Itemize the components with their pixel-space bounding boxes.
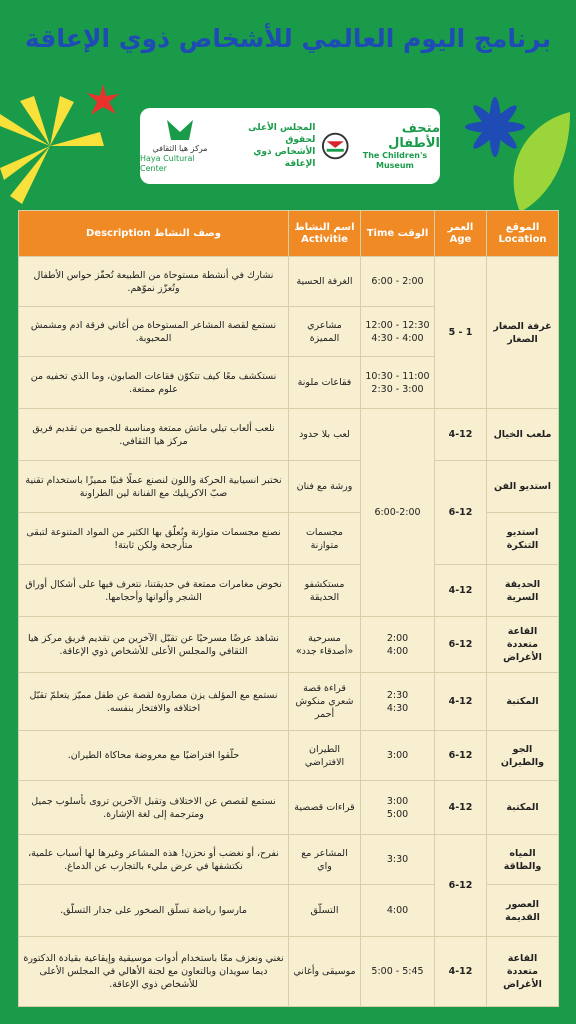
description-cell: نختبر انسيابية الحركة واللون لنصنع عملًا فنيًا مميزًا باستخدام تقنية صبّ الاكريليك مع الفنانة لين الطراونة: [19, 461, 289, 513]
location-cell: ملعب الخيال: [487, 409, 559, 461]
description-cell: حلّقوا افتراضيًا مع معروضة محاكاة الطيران.: [19, 731, 289, 781]
red-star-icon: [86, 84, 120, 118]
table-row: [19, 461, 559, 513]
haya-name-ar: مركز هيا الثقافي: [152, 144, 208, 153]
jordan-flag-emblem-icon: [321, 131, 350, 161]
table-row: [19, 835, 559, 885]
location-cell: استديو التنكرة: [487, 513, 559, 565]
activity-cell: مسرحية «أصدقاء جدد»: [289, 617, 361, 673]
table-row: [19, 781, 559, 835]
time-cell: 4:00: [361, 885, 435, 937]
activity-cell: الطيران الافتراضي: [289, 731, 361, 781]
location-cell: القاعة متعددة الأغراض: [487, 937, 559, 1007]
header-age: العمر Age: [435, 211, 487, 257]
header-activity: اسم النشاط Activitie: [289, 211, 361, 257]
green-leaf-icon: [500, 112, 576, 222]
activity-cell: المشاعر مع واي: [289, 835, 361, 885]
table-row: [19, 257, 559, 307]
activity-cell: فقاعات ملونة: [289, 357, 361, 409]
age-cell: 6-12: [435, 461, 487, 565]
page-title: برنامج اليوم العالمي للأشخاص ذوي الإعاقة: [24, 24, 552, 53]
location-cell: المكتبة: [487, 673, 559, 731]
location-cell: استديو الفن: [487, 461, 559, 513]
time-cell: 12:00 - 12:30 4:30 - 4:00: [361, 307, 435, 357]
header-location: الموقع Location: [487, 211, 559, 257]
time-cell: 2:30 4:30: [361, 673, 435, 731]
haya-name-en: Haya Cultural Center: [140, 154, 195, 173]
time-cell: 2:00 4:00: [361, 617, 435, 673]
time-cell: 3:00: [361, 731, 435, 781]
activity-cell: مستكشفو الحديقة: [289, 565, 361, 617]
description-cell: نستكشف معًا كيف تتكوّن فقاعات الصابون، وما الذي تخفيه من علوم ممتعة.: [19, 357, 289, 409]
location-cell: القاعة متعددة الأغراض: [487, 617, 559, 673]
museum-name-en-1: The Children's: [362, 151, 428, 160]
location-cell: العصور القديمة: [487, 885, 559, 937]
time-cell: 5:00 - 5:45: [361, 937, 435, 1007]
header-time: الوقت Time: [361, 211, 435, 257]
partner-logos: [140, 108, 440, 184]
age-cell: 4-12: [435, 937, 487, 1007]
table-header-row: [19, 211, 559, 257]
time-cell: 6:00 - 2:00: [361, 257, 435, 307]
table-row: [19, 409, 559, 461]
description-cell: نستمع لقصص عن الاختلاف وتقبل الآخرين تروى بأسلوب جميل ومترجمة إلى لغة الإشارة.: [19, 781, 289, 835]
location-cell: المكتبة: [487, 781, 559, 835]
activity-cell: قراءة قصة شعري منكوش أحمر: [289, 673, 361, 731]
activity-cell: مجسمات متوازنة: [289, 513, 361, 565]
schedule-table: [18, 210, 559, 1007]
description-cell: مارسوا رياضة تسلّق الصخور على جدار التسلّق.: [19, 885, 289, 937]
museum-name-en-2: Museum: [376, 161, 414, 170]
description-cell: نصنع مجسمات متوازنة ونُعلّق بها الكثير من المواد المتنوعة لتبقى متأرجحة ولكن ثابتة!: [19, 513, 289, 565]
council-logo: [220, 122, 350, 170]
description-cell: نشارك في أنشطة مستوحاة من الطبيعة تُحفّز حواس الأطفال وتُعزّز نموّهم.: [19, 257, 289, 307]
table-row: [19, 673, 559, 731]
time-cell: 6:00-2:00: [361, 409, 435, 617]
location-cell: الجو والطيران: [487, 731, 559, 781]
time-cell: 10:30 - 11:00 2:30 - 3:00: [361, 357, 435, 409]
age-cell: 4-12: [435, 409, 487, 461]
table-row: [19, 731, 559, 781]
location-cell: غرفة الصغار الصغار: [487, 257, 559, 409]
table-row: [19, 937, 559, 1007]
age-cell: 6-12: [435, 731, 487, 781]
description-cell: نستمع لقصة المشاعر المستوحاة من أغاني فرقة ادم ومشمش المحبوبة.: [19, 307, 289, 357]
activity-cell: الغرفة الحسية: [289, 257, 361, 307]
activity-cell: قراءات قصصية: [289, 781, 361, 835]
description-cell: نلعب ألعاب تيلي ماتش ممتعة ومناسبة للجميع من تقديم فريق مركز هيا الثقافي.: [19, 409, 289, 461]
table-row: [19, 565, 559, 617]
childrens-museum-logo: [350, 121, 440, 171]
header-description: وصف النشاط Description: [19, 211, 289, 257]
council-line-1: المجلس الأعلى لحقوق: [248, 123, 316, 145]
location-cell: الحديقة السرية: [487, 565, 559, 617]
museum-name-ar: متحف الأطفال: [388, 121, 440, 151]
age-cell: 6-12: [435, 617, 487, 673]
description-cell: نشاهد عرضًا مسرحيًا عن تقبّل الآخرين من تقديم فريق مركز هيا الثقافي والمجلس الأعلى للأشخاص ذوي الإعاقة.: [19, 617, 289, 673]
description-cell: نستمع مع المؤلف يزن مصاروة لقصة عن طفل مميّز يتعلمّ تقبّل اختلافه والافتخار بنفسه.: [19, 673, 289, 731]
age-cell: 1 - 5: [435, 257, 487, 409]
age-cell: 6-12: [435, 835, 487, 937]
activity-cell: لعب بلا حدود: [289, 409, 361, 461]
time-cell: 3:30: [361, 835, 435, 885]
age-cell: 4-12: [435, 781, 487, 835]
description-cell: نغني ونعزف معًا باستخدام أدوات موسيقية وإيقاعية بقيادة الدكتورة ديما سويدان وبالتعاون مع لجنة الأهالي في المجلس الأعلى للأشخاص ذوي الإعاقة.: [19, 937, 289, 1007]
table-row: [19, 617, 559, 673]
activity-cell: موسيقى وأغاني: [289, 937, 361, 1007]
council-line-2: الأشخاص ذوي الإعاقة: [253, 147, 316, 169]
haya-emblem-icon: [165, 118, 195, 144]
location-cell: المياه والطاقة: [487, 835, 559, 885]
activity-cell: التسلّق: [289, 885, 361, 937]
activity-cell: ورشة مع فنان: [289, 461, 361, 513]
age-cell: 4-12: [435, 673, 487, 731]
haya-logo: [140, 118, 220, 174]
description-cell: نخوض مغامرات ممتعة في حديقتنا، نتعرف فيها على أشكال أوراق الشجر وألوانها وأحجامها.: [19, 565, 289, 617]
age-cell: 4-12: [435, 565, 487, 617]
activity-cell: مشاعري المميزة: [289, 307, 361, 357]
time-cell: 3:00 5:00: [361, 781, 435, 835]
description-cell: نفرح، أو نغضب أو نحزن! هذه المشاعر وغيرها لها أسباب علمية، نكتشفها في عرض مليء بالتجارب عن الدماغ.: [19, 835, 289, 885]
